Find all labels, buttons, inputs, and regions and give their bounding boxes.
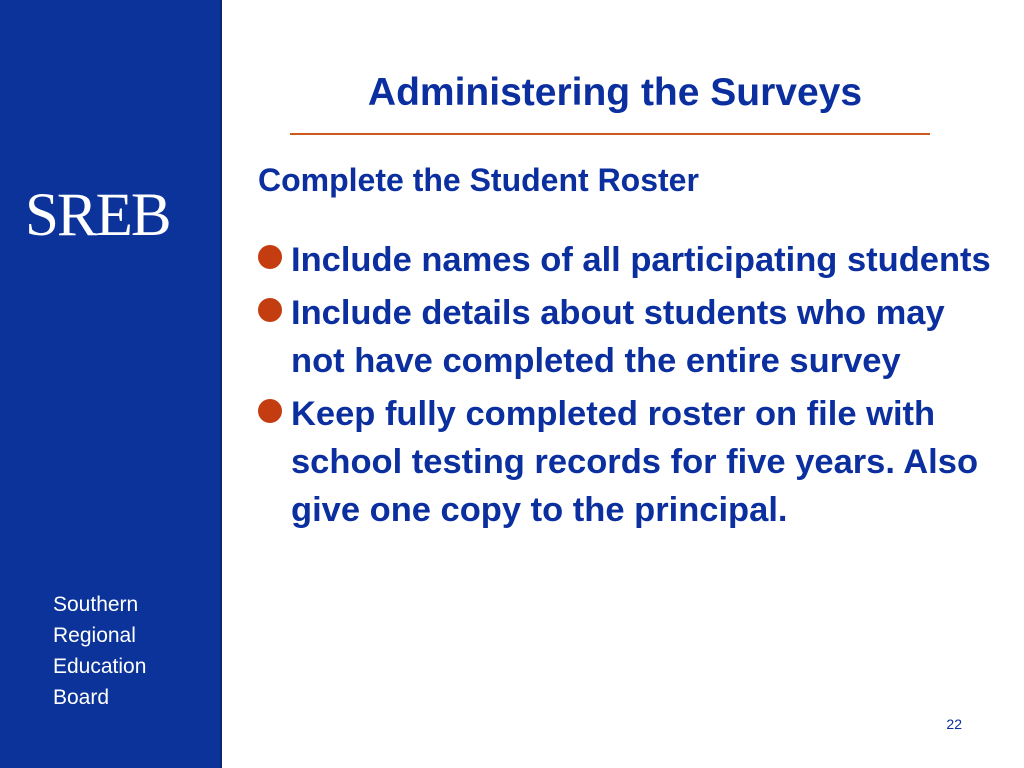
bullet-dot-icon (258, 399, 282, 423)
slide-number: 22 (946, 716, 962, 732)
sreb-logo: SREB (25, 182, 170, 249)
organization-name (53, 589, 146, 713)
bullet-item (258, 289, 998, 385)
org-name-line: Board (53, 686, 110, 709)
bullet-text: Keep fully completed roster on file with school testing records for five years. Also give one copy to the principal. (291, 395, 979, 529)
sidebar-panel (0, 0, 222, 768)
org-name-line: Regional (53, 624, 136, 647)
org-name-line: Southern (53, 593, 139, 616)
org-name-line: Education (53, 655, 147, 678)
bullet-item (258, 390, 998, 534)
bullet-dot-icon (258, 245, 282, 269)
title-divider (290, 133, 930, 135)
slide-subtitle: Complete the Student Roster (258, 162, 699, 198)
bullet-text: Include names of all participating students (291, 241, 991, 279)
bullet-item (258, 236, 998, 284)
bullet-dot-icon (258, 298, 282, 322)
bullet-text: Include details about students who may not have completed the entire survey (291, 294, 945, 380)
bullet-list (258, 236, 998, 539)
slide-title: Administering the Surveys (367, 71, 863, 114)
